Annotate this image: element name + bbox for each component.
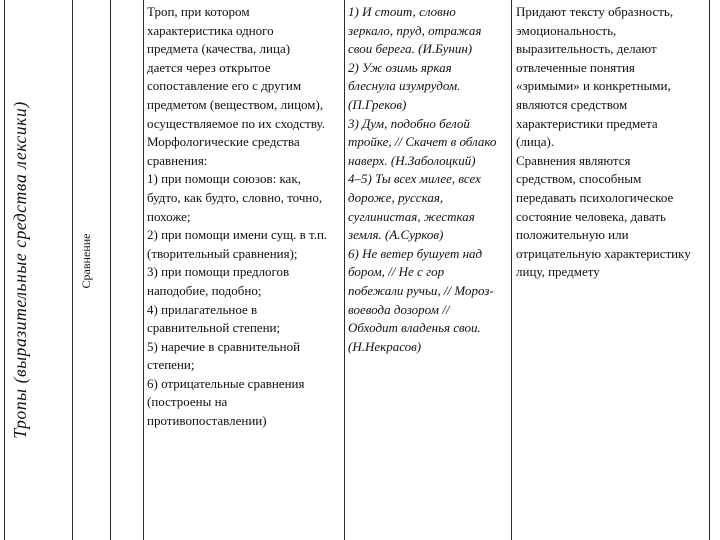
column-divider-1	[72, 0, 73, 540]
definition-line: 6) отрицательные сравнения	[147, 375, 305, 391]
example-line: (П.Греков)	[348, 96, 407, 112]
definition-line: противопоставлении)	[147, 413, 267, 429]
function-cell	[516, 3, 718, 282]
definition-line: степени;	[147, 357, 195, 373]
definition-line: 1) при помощи союзов: как,	[147, 171, 301, 187]
example-line: 3) Дум, подобно белой	[348, 115, 470, 131]
function-line: состояние человека, давать	[516, 208, 666, 224]
function-line: отрицательную характеристику	[516, 245, 691, 261]
example-line: побежали ручьи, // Мороз-	[348, 282, 494, 298]
definition-line: Морфологические средства	[147, 134, 300, 150]
definition-line: сравнения:	[147, 152, 208, 168]
definition-line: 4) прилагательное в	[147, 301, 258, 317]
examples-cell	[348, 3, 508, 356]
definition-line: Троп, при котором	[147, 4, 250, 19]
term-label: Сравнение	[79, 233, 93, 289]
definition-line: сопоставление его с другим	[147, 78, 302, 94]
example-line: дороже, русская,	[348, 189, 444, 205]
function-line: средством, способным	[516, 171, 642, 187]
definition-line: предмета (качества, лица)	[147, 41, 291, 57]
example-line: 6) Не ветер бушует над	[348, 245, 483, 261]
example-line: 2) Уж озимь яркая	[348, 59, 452, 75]
function-line: (лица).	[516, 134, 555, 150]
definition-line: наподобие, подобно;	[147, 282, 262, 298]
definition-line: 3) при помощи предлогов	[147, 264, 290, 280]
function-line: Сравнения являются	[516, 152, 631, 168]
example-line: земля. (А.Сурков)	[348, 227, 444, 243]
example-line: Обходит владенья свои.	[348, 320, 481, 336]
function-line: выразительность, делают	[516, 41, 657, 57]
column-divider-3	[143, 0, 144, 540]
column-divider-2	[110, 0, 111, 540]
section-label: Тропы (выразительные средства лексики)	[10, 101, 30, 439]
definition-line: характеристика одного	[147, 22, 274, 38]
column-divider-5	[511, 0, 512, 540]
function-line: характеристики предмета	[516, 115, 658, 131]
example-line: свои берега. (И.Бунин)	[348, 41, 473, 57]
example-line: тройке, // Скачет в облако	[348, 134, 497, 150]
function-line: являются средством	[516, 96, 628, 112]
definition-line: (творительный сравнения);	[147, 245, 298, 261]
function-line: лицу, предмету	[516, 264, 600, 280]
example-line: бором, // Не с гор	[348, 264, 445, 280]
function-line: «зримыми» и конкретными,	[516, 78, 671, 94]
function-line: положительную или	[516, 227, 629, 243]
definition-line: похоже;	[147, 208, 191, 224]
definition-cell	[147, 3, 343, 431]
definition-line: предметом (веществом, лицом),	[147, 96, 324, 112]
function-line: отвлеченные понятия	[516, 59, 635, 75]
example-line: 4–5) Ты всех милее, всех	[348, 171, 481, 187]
column-divider-4	[344, 0, 345, 540]
definition-line: осуществляемое по их сходству.	[147, 115, 325, 131]
function-line: передавать психологическое	[516, 189, 674, 205]
definition-line: (построены на	[147, 394, 228, 410]
example-line: воевода дозором //	[348, 301, 450, 317]
example-line: наверх. (Н.Заболоцкий)	[348, 152, 476, 168]
example-line: блеснула изумрудом.	[348, 78, 461, 94]
definition-line: будто, как будто, словно, точно,	[147, 189, 323, 205]
table-border-left	[4, 0, 5, 540]
definition-line: 2) при помощи имени сущ. в т.п.	[147, 227, 328, 243]
function-line: Придают тексту образность,	[516, 4, 674, 19]
example-line: 1) И стоит, словно	[348, 4, 456, 19]
definition-line: дается через открытое	[147, 59, 271, 75]
example-line: суглинистая, жесткая	[348, 208, 475, 224]
definition-line: 5) наречие в сравнительной	[147, 338, 301, 354]
definition-line: сравнительной степени;	[147, 320, 281, 336]
example-line: (Н.Некрасов)	[348, 338, 422, 354]
function-line: эмоциональность,	[516, 22, 617, 38]
example-line: зеркало, пруд, отражая	[348, 22, 482, 38]
